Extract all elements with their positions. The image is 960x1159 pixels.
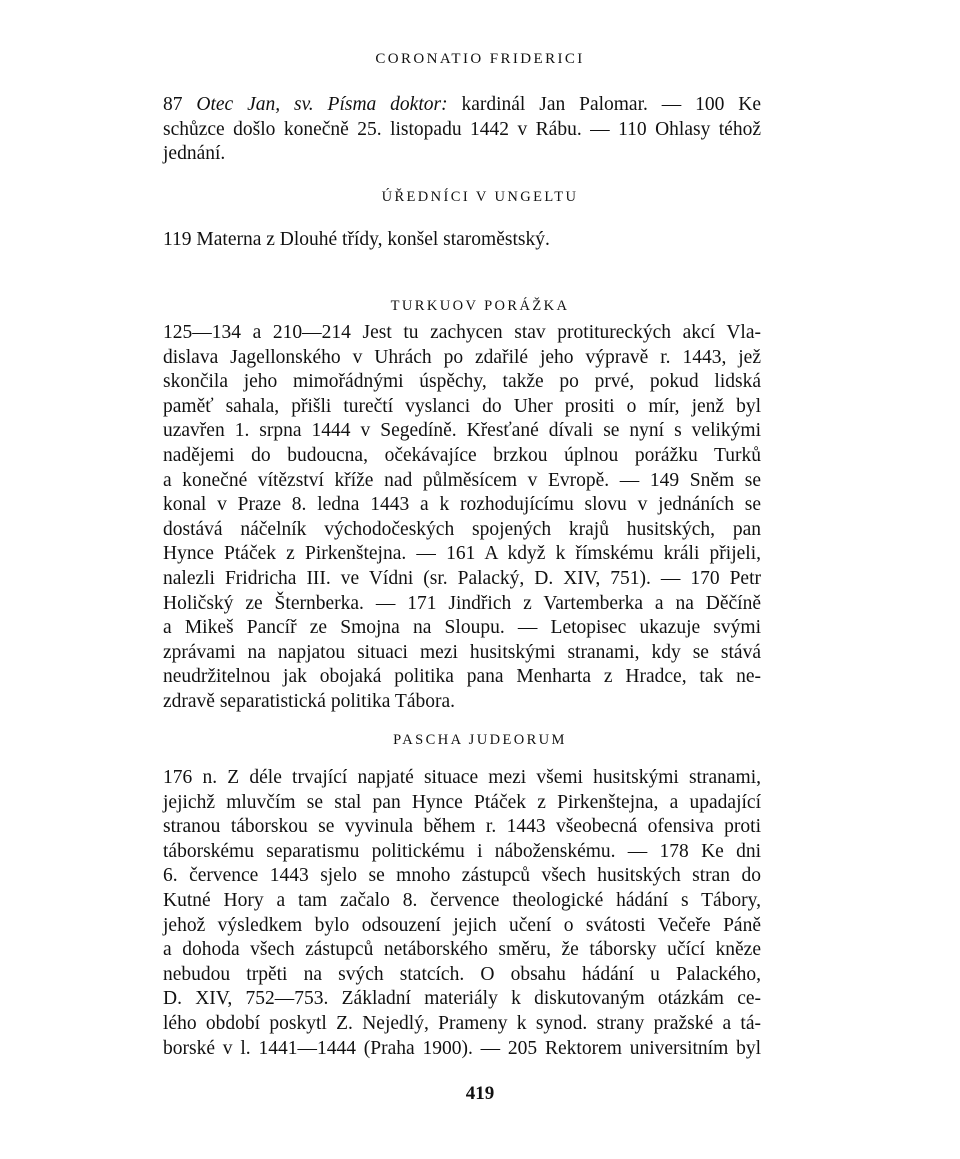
text-line <box>163 690 761 715</box>
text-segment: dostává náčelník východočeských spojených krajů husitských, pan <box>163 518 761 540</box>
text-line <box>163 469 761 494</box>
text-line <box>163 118 761 143</box>
text-line <box>163 518 761 543</box>
text-segment: jednání. <box>163 143 226 165</box>
text-segment: lého období poskytl Z. Nejedlý, Prameny k synod. strany pražské a tá- <box>163 1012 761 1034</box>
text-segment: uzavřen 1. srpna 1444 v Segedíně. Křesťané dívali se nyní s velikými <box>163 420 761 442</box>
running-head: CORONATIO FRIDERICI <box>375 51 585 67</box>
text-line <box>163 641 761 666</box>
text-line <box>163 567 761 592</box>
text-line <box>163 321 761 346</box>
text-segment: D. XIV, 752—753. Základní materiály k diskutovaným otázkám ce- <box>163 988 761 1010</box>
section-heading-urednici: ÚŘEDNÍCI V UNGELTU <box>381 189 579 205</box>
text-line <box>163 142 761 167</box>
text-segment: schůzce došlo konečně 25. listopadu 1442 v Rábu. — 110 Ohlasy téhož <box>163 118 761 140</box>
text-segment: jehož výsledkem bylo odsouzení jejich učení o svátosti Večeře Páně <box>163 914 761 936</box>
text-line <box>163 493 761 518</box>
text-line <box>163 665 761 690</box>
text-segment: kardinál Jan Palomar. — 100 Ke <box>447 94 762 115</box>
text-segment: neudržitelnou jak obojaká politika pana Menharta z Hradce, tak ne- <box>163 666 761 688</box>
text-line <box>163 914 761 939</box>
section-heading-turkuov-porazka: TURKUOV PORÁŽKA <box>390 298 570 314</box>
text-line <box>163 840 761 865</box>
section-otec-jan-notes <box>163 93 761 167</box>
text-segment: konal v Praze 8. ledna 1443 a k rozhodujícímu slovu v jednáních se <box>163 494 761 516</box>
text-segment: jejichž mluvčím se stal pan Hynce Ptáček z Pirkenštejna, a upadající <box>163 791 761 813</box>
text-segment: nadějemi do budoucna, očekávajíce brzkou úplnou porážku Turků <box>163 444 761 466</box>
text-line <box>163 815 761 840</box>
section-pascha-judeorum-notes <box>163 766 761 1061</box>
text-line <box>163 963 761 988</box>
text-segment: borské v l. 1441—1444 (Praha 1900). — 205 Rektorem universitním byl <box>163 1037 761 1059</box>
text-segment: Kutné Hory a tam začalo 8. července theologické hádání s Tábory, <box>163 889 761 911</box>
text-segment: 125—134 a 210—214 Jest tu zachycen stav protitureckých akcí Vla- <box>163 322 761 343</box>
text-segment: 87 <box>163 94 197 115</box>
text-segment: a Mikeš Pancíř ze Smojna na Sloupu. — Letopisec ukazuje svými <box>163 617 761 639</box>
text-line <box>163 370 761 395</box>
text-line <box>163 889 761 914</box>
text-segment: paměť sahala, přišli turečtí vyslanci do Uher prositi o mír, jenž byl <box>163 395 761 417</box>
text-line <box>163 346 761 371</box>
text-segment: skončila jeho mimořádnými úspěchy, takže po prvé, pokud lidská <box>163 371 761 393</box>
text-segment: Holičský ze Šternberka. — 171 Jindřich z Vartemberka a na Děčíně <box>163 592 761 614</box>
text-segment: a konečné vítězství kříže nad půlměsícem v Evropě. — 149 Sněm se <box>163 469 761 491</box>
text-segment: a dohoda všech zástupců netáborského směru, že táborsky učící kněze <box>163 939 761 961</box>
text-line <box>163 395 761 420</box>
text-segment: nalezli Fridricha III. ve Vídni (sr. Palacký, D. XIV, 751). — 170 Petr <box>163 567 761 589</box>
section-turkuov-porazka-notes <box>163 321 761 715</box>
italic-text: Otec Jan, sv. Písma doktor: <box>196 94 448 115</box>
text-segment: 176 n. Z déle trvající napjaté situace mezi všemi husitskými stranami, <box>163 767 761 788</box>
text-segment: stranou táborskou se vyvinula během r. 1443 všeobecná ofensiva proti <box>163 816 761 838</box>
text-segment: zdravě separatistická politika Tábora. <box>163 690 456 712</box>
text-segment: dislava Jagellonského v Uhrách po zdařilé jeho výpravě r. 1443, jež <box>163 346 761 368</box>
text-line <box>163 542 761 567</box>
text-segment: Hynce Ptáček z Pirkenštejna. — 161 A když k římskému králi přijeli, <box>163 543 761 565</box>
text-segment: 6. července 1443 sjelo se mnoho zástupců všech husitských stran do <box>163 865 761 887</box>
text-line <box>163 987 761 1012</box>
text-line <box>163 592 761 617</box>
text-line <box>163 864 761 889</box>
section-heading-pascha-judeorum: PASCHA JUDEORUM <box>393 732 567 748</box>
text-segment: nebudou trpěti na svých statcích. O obsahu hádání u Palackého, <box>163 963 761 985</box>
text-line <box>163 791 761 816</box>
text-segment: zprávami na napjatou situaci mezi husitskými stranami, kdy se stává <box>163 641 761 663</box>
text-line <box>163 444 761 469</box>
text-line <box>163 938 761 963</box>
text-line <box>163 228 761 253</box>
text-segment: 119 Materna z Dlouhé třídy, konšel staroměstský. <box>163 229 550 250</box>
text-line <box>163 419 761 444</box>
text-segment: táborskému separatismu politickému i náboženskému. — 178 Ke dni <box>163 840 761 862</box>
text-line <box>163 766 761 791</box>
page-number: 419 <box>465 1083 495 1104</box>
section-urednici-notes <box>163 228 761 253</box>
text-line <box>163 616 761 641</box>
text-line <box>163 93 761 118</box>
text-line <box>163 1037 761 1062</box>
text-line <box>163 1012 761 1037</box>
